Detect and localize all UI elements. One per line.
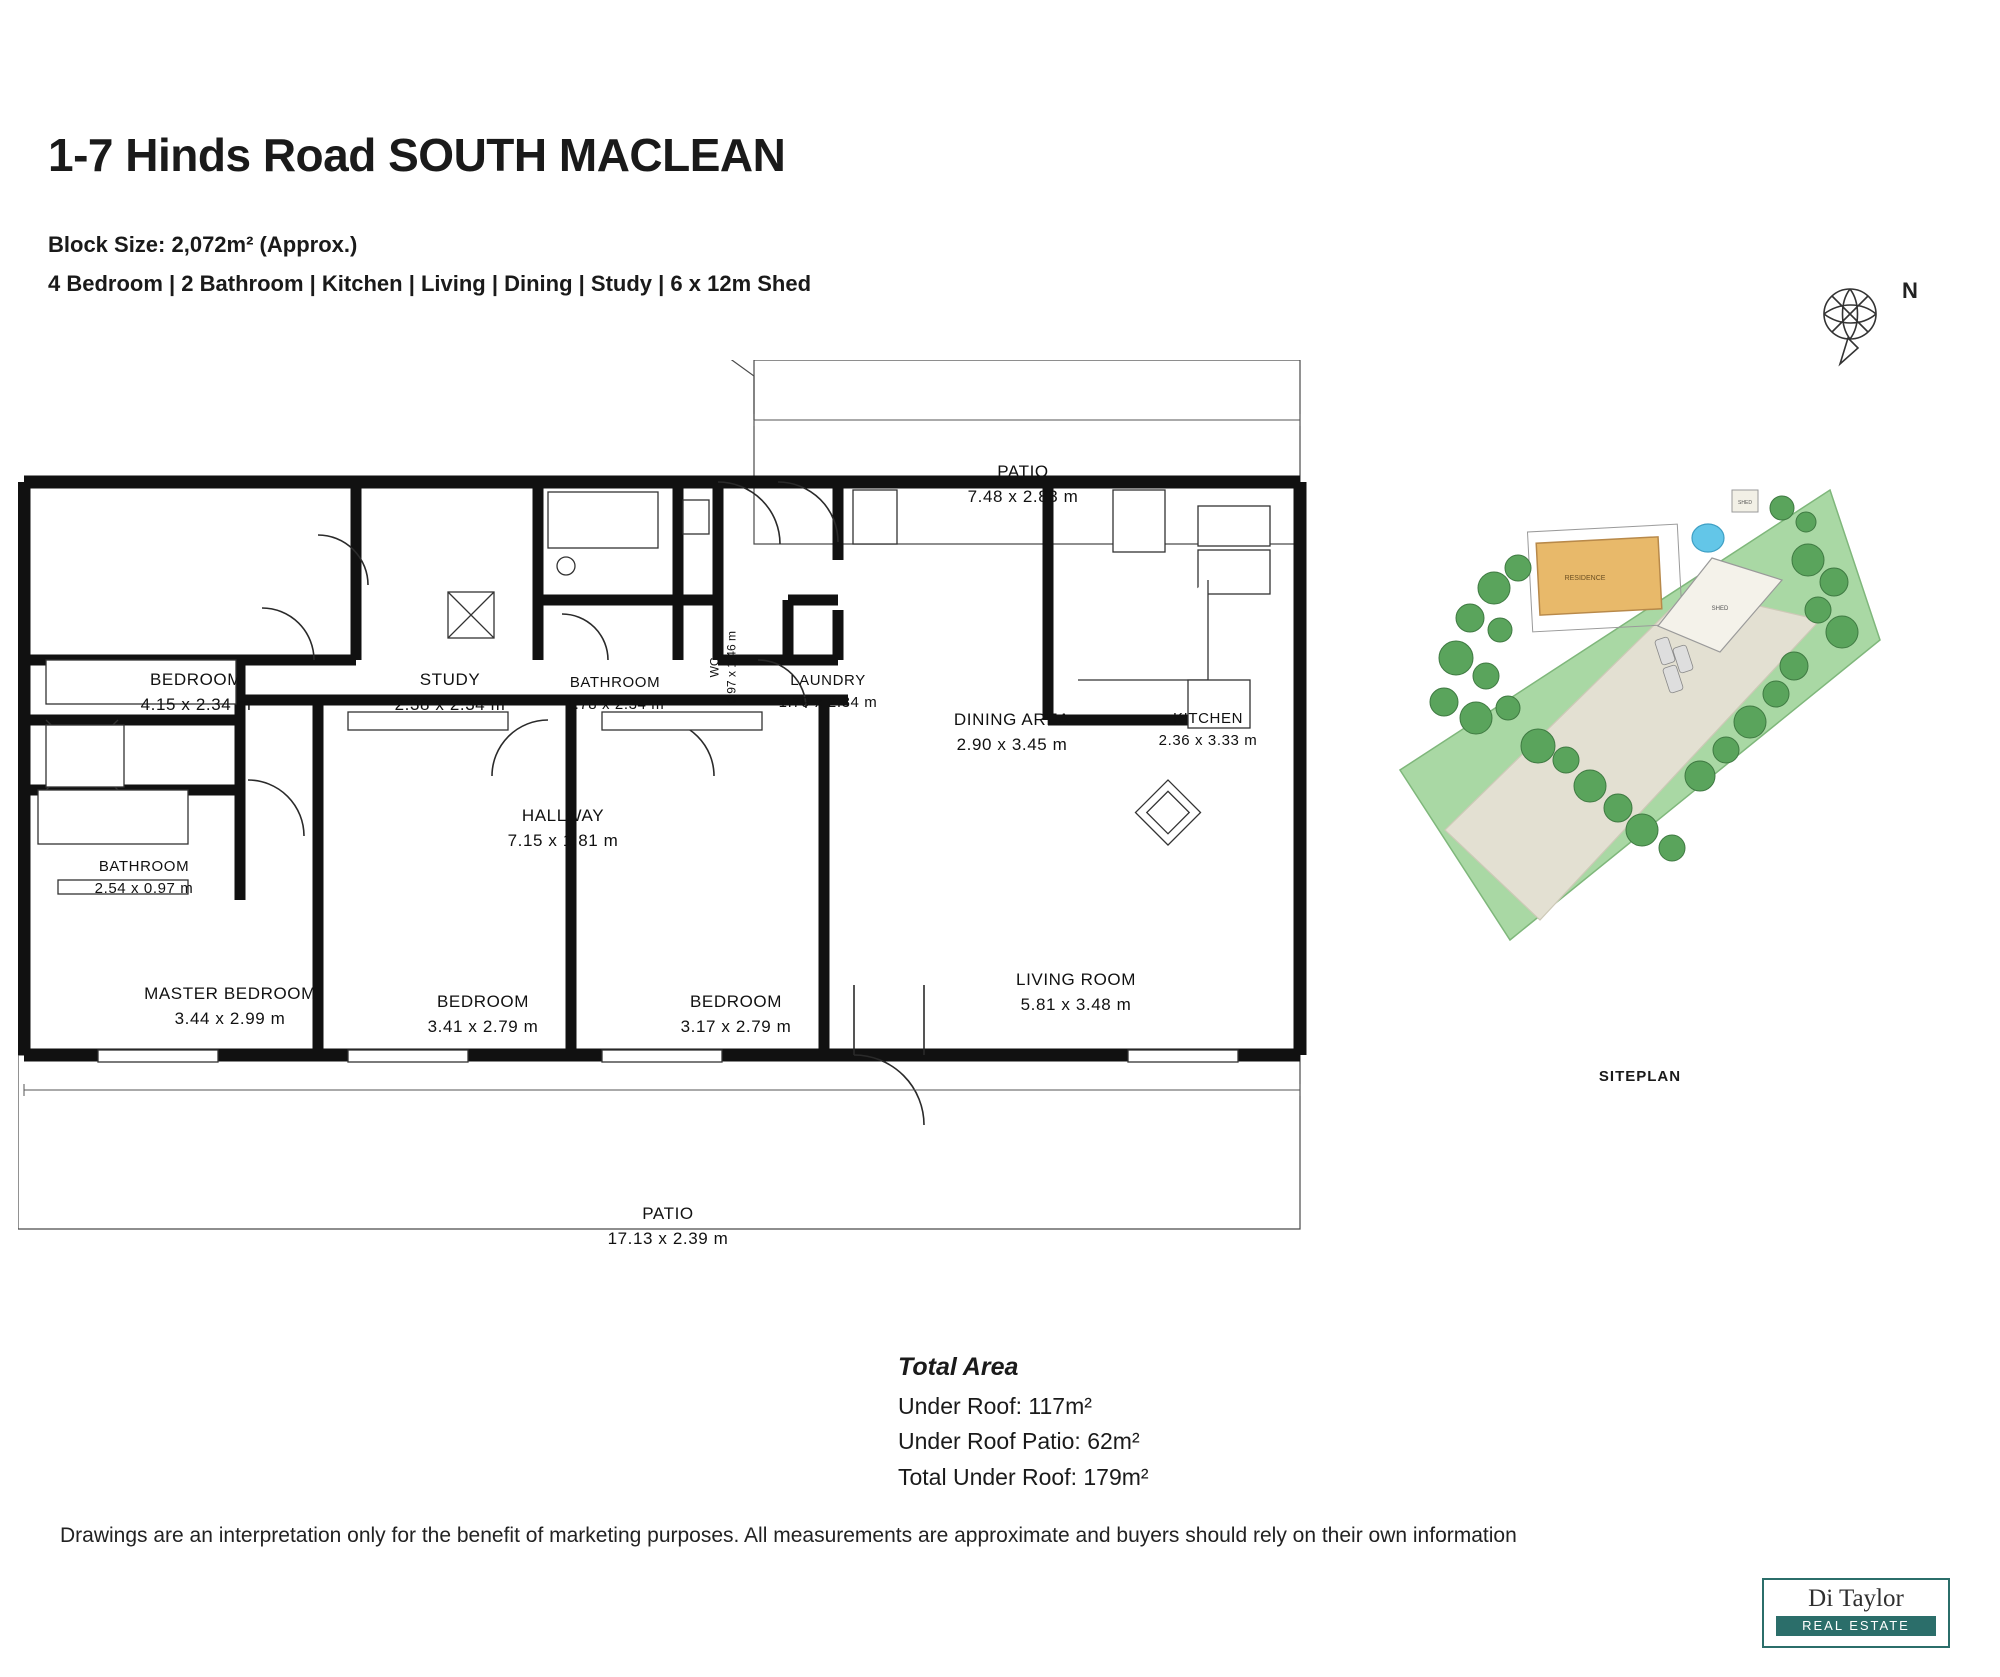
room-label-bedroom-3: BEDROOM 3.17 x 2.79 m — [680, 992, 792, 1036]
disclaimer-text: Drawings are an interpretation only for the benefit of marketing purposes. All measurements are approximate and buyers should rely on their own information — [60, 1524, 1517, 1547]
agency-tagline: REAL ESTATE — [1776, 1616, 1936, 1636]
compass-north-letter: N — [1902, 278, 1918, 303]
room-label-bathroom-ensuite: BATHROOM 2.54 x 0.97 m — [94, 858, 194, 897]
room-label-bathroom-main: BATHROOM 1.78 x 2.34 m — [565, 674, 665, 713]
total-under-roof-line: Total Under Roof: 179m² — [898, 1464, 1149, 1491]
pool — [1692, 524, 1724, 552]
floorplan-drawing — [18, 360, 1318, 1320]
svg-text:RESIDENCE: RESIDENCE — [1564, 575, 1606, 582]
room-label-bedroom-2: BEDROOM 3.41 x 2.79 m — [427, 992, 539, 1036]
siteplan-caption: SITEPLAN — [1598, 1068, 1682, 1085]
svg-text:SHED: SHED — [1711, 606, 1729, 612]
room-label-kitchen: KITCHEN 2.36 x 3.33 m — [1158, 710, 1258, 749]
siteplan-drawing — [1390, 470, 1890, 970]
agency-name: Di Taylor — [1808, 1585, 1904, 1612]
room-label-bedroom-1: BEDROOM 4.15 x 2.34 m — [140, 670, 252, 714]
room-label-hallway: HALLWAY 7.15 x 1.81 m — [507, 806, 619, 850]
room-label-patio-lower: PATIO 17.13 x 2.39 m — [607, 1204, 729, 1248]
svg-text:SHED: SHED — [1738, 500, 1752, 506]
page-title: 1-7 Hinds Road SOUTH MACLEAN — [48, 129, 786, 181]
compass-icon — [1810, 272, 1930, 372]
room-label-study: STUDY 2.38 x 2.34 m — [394, 670, 506, 714]
room-label-dining-area: DINING AREA 2.90 x 3.45 m — [953, 710, 1071, 754]
block-size-text: Block Size: 2,072m² (Approx.) — [48, 232, 358, 257]
room-label-patio-upper: PATIO 7.48 x 2.83 m — [967, 462, 1079, 506]
agency-logo — [1762, 1578, 1950, 1648]
under-roof-line: Under Roof: 117m² — [898, 1392, 1092, 1419]
room-label-master-bedroom: MASTER BEDROOM 3.44 x 2.99 m — [144, 984, 316, 1028]
room-label-wc: WC 0.97 x 1.46 m — [707, 631, 739, 704]
features-text: 4 Bedroom | 2 Bathroom | Kitchen | Living | Dining | Study | 6 x 12m Shed — [48, 271, 812, 296]
total-area-heading: Total Area — [898, 1353, 1019, 1381]
room-label-living-room: LIVING ROOM 5.81 x 3.48 m — [1016, 970, 1136, 1014]
room-label-laundry: LAUNDRY 1.79 x 2.34 m — [778, 672, 878, 711]
total-area-block — [898, 1348, 1149, 1496]
under-roof-patio-line: Under Roof Patio: 62m² — [898, 1428, 1140, 1455]
